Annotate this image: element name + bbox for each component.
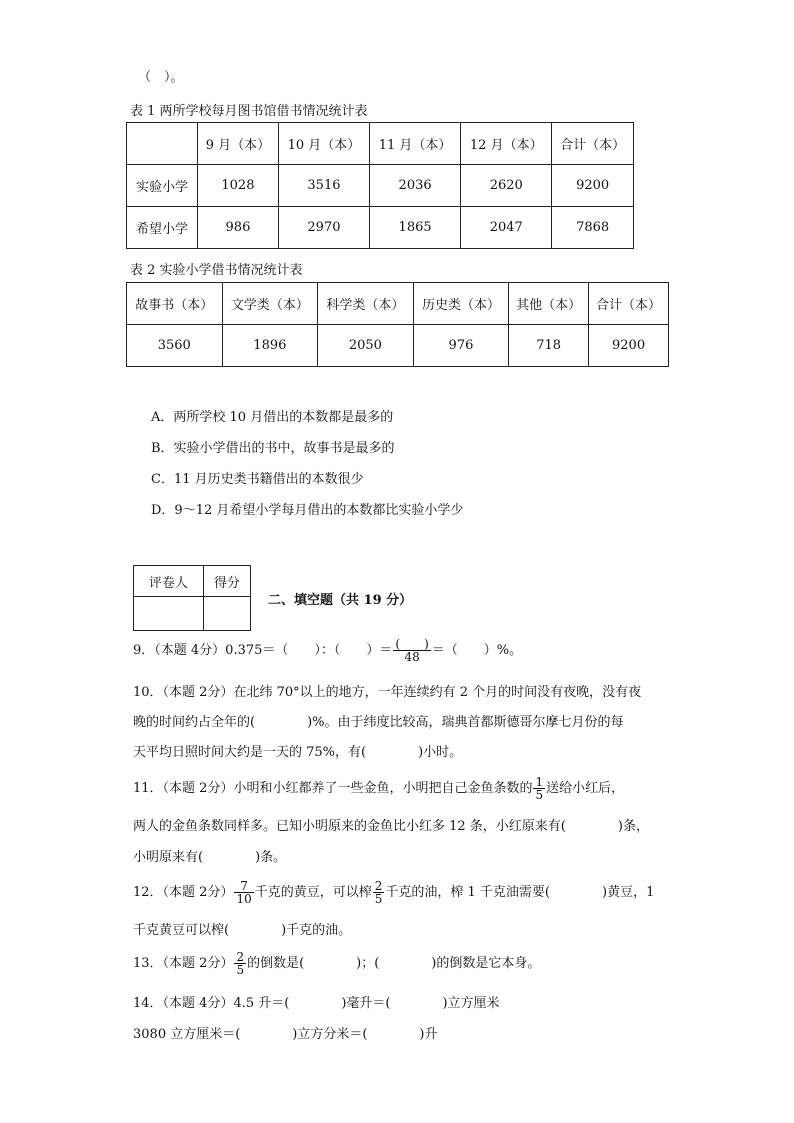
reviewer-label: 评卷人	[134, 566, 204, 597]
q10-line2: 晚的时间约占全年的( )%。由于纬度比较高，瑞典首都斯德哥尔摩七月份的每	[133, 715, 624, 730]
row-label: 实验小学	[127, 165, 198, 207]
q12-text-mid1: 千克的黄豆，可以榨	[254, 885, 372, 900]
q11-fraction	[533, 776, 545, 801]
table-row	[127, 207, 634, 249]
table-cell: 3560	[127, 325, 223, 367]
table-cell: 1028	[198, 165, 279, 207]
q11-line2: 两人的金鱼条数同样多。已知小明原来的金鱼比小红多 12 条，小红原来有( )条，	[133, 819, 649, 834]
q10-line3: 天平均日照时间大约是一天的 75%，有( )小时。	[133, 745, 463, 760]
table-cell: 1896	[222, 325, 318, 367]
section-title: 二、填空题（共 19 分）	[268, 593, 413, 608]
table-cell: 9200	[589, 325, 669, 367]
q12-fraction-1	[234, 880, 253, 905]
q9-suffix: ＝（ ）%。	[431, 643, 523, 658]
fraction-numerator: 1	[535, 775, 544, 789]
table-header-cell: 其他（本）	[509, 283, 589, 325]
option-d: D．9～12 月希望小学每月借出的本数都比实验小学少	[151, 503, 464, 518]
table-cell: 986	[198, 207, 279, 249]
score-box	[133, 565, 251, 631]
table2-caption: 表 2 实验小学借书情况统计表	[130, 263, 303, 278]
question-9	[133, 638, 522, 663]
table-header-cell: 10 月（本）	[278, 123, 369, 165]
table-cell: 718	[509, 325, 589, 367]
table-header-row	[127, 283, 669, 325]
table-header-cell: 合计（本）	[589, 283, 669, 325]
option-b: B．实验小学借出的书中，故事书是最多的	[151, 441, 395, 456]
table-header-cell: 科学类（本）	[318, 283, 414, 325]
q12-prefix: 12．（本题 2分）	[133, 885, 234, 900]
q13-suffix: 的倒数是( )；( )的倒数是它本身。	[247, 956, 541, 971]
table-row	[127, 325, 669, 367]
table-cell: 2620	[461, 165, 552, 207]
fraction-denominator: 10	[236, 892, 252, 906]
q9-fraction	[393, 638, 430, 663]
table-header-cell: 合计（本）	[552, 123, 634, 165]
q14-line1: 14．（本题 4分）4.5 升＝( )毫升＝( )立方厘米	[133, 996, 500, 1011]
fraction-numerator: 7	[234, 880, 253, 893]
table-cell: 2050	[318, 325, 414, 367]
table-cell: 2036	[370, 165, 461, 207]
answer-paren: （ ）。	[138, 70, 184, 85]
q12-text-mid2: 千克的油，榨 1 千克油需要( )黄豆，1	[385, 885, 655, 900]
reviewer-cell	[134, 597, 204, 631]
table-cell: 3516	[278, 165, 369, 207]
score-label: 得分	[203, 566, 250, 597]
table-header-cell: 故事书（本）	[127, 283, 223, 325]
fraction-denominator: 5	[535, 788, 544, 802]
q11-text-a: 11．（本题 2分）小明和小红都养了一些金鱼，小明把自己金鱼条数的	[133, 781, 533, 796]
fraction-denominator: 5	[236, 963, 245, 977]
table-header-row	[127, 123, 634, 165]
q12-fraction-2	[373, 880, 385, 905]
option-c: C．11 月历史类书籍借出的本数很少	[151, 472, 364, 487]
table-header-cell: 9 月（本）	[198, 123, 279, 165]
q11-line3: 小明原来有( )条。	[133, 850, 287, 865]
score-cell	[203, 597, 250, 631]
table-header-cell: 文学类（本）	[222, 283, 318, 325]
table-cell: 2047	[461, 207, 552, 249]
fraction-numerator: 2	[374, 879, 383, 893]
q9-prefix: 9．（本题 4分）0.375＝（ ）：（ ）＝	[133, 643, 393, 658]
table-header-cell	[127, 123, 198, 165]
table-row	[127, 165, 634, 207]
table-cell: 7868	[552, 207, 634, 249]
q13-fraction	[234, 951, 246, 976]
table-cell: 1865	[370, 207, 461, 249]
fraction-numerator: 2	[236, 950, 245, 964]
q11-line1	[133, 776, 624, 801]
row-label: 希望小学	[127, 207, 198, 249]
table1	[126, 122, 634, 249]
table1-caption: 表 1 两所学校每月图书馆借书情况统计表	[130, 104, 368, 119]
q10-line1: 10．（本题 2分）在北纬 70°以上的地方，一年连续约有 2 个月的时间没有夜晚，没有夜	[133, 685, 642, 700]
table-header-cell: 历史类（本）	[413, 283, 509, 325]
q13-line	[133, 951, 540, 976]
table2	[126, 282, 669, 367]
q11-text-b: 送给小红后，	[546, 781, 625, 796]
fraction-denominator: 5	[374, 892, 383, 906]
q13-prefix: 13．（本题 2分）	[133, 956, 234, 971]
table-cell: 2970	[278, 207, 369, 249]
option-a: A．两所学校 10 月借出的本数都是最多的	[151, 410, 394, 425]
table-header-cell: 11 月（本）	[370, 123, 461, 165]
q12-line2: 千克黄豆可以榨( )千克的油。	[133, 923, 352, 938]
table-cell: 976	[413, 325, 509, 367]
fraction-denominator: 48	[404, 650, 420, 664]
q12-line1	[133, 880, 654, 905]
table-cell: 9200	[552, 165, 634, 207]
fraction-numerator: ( )	[395, 637, 429, 651]
q14-line2: 3080 立方厘米＝( )立方分米＝( )升	[133, 1027, 438, 1042]
table-header-cell: 12 月（本）	[461, 123, 552, 165]
